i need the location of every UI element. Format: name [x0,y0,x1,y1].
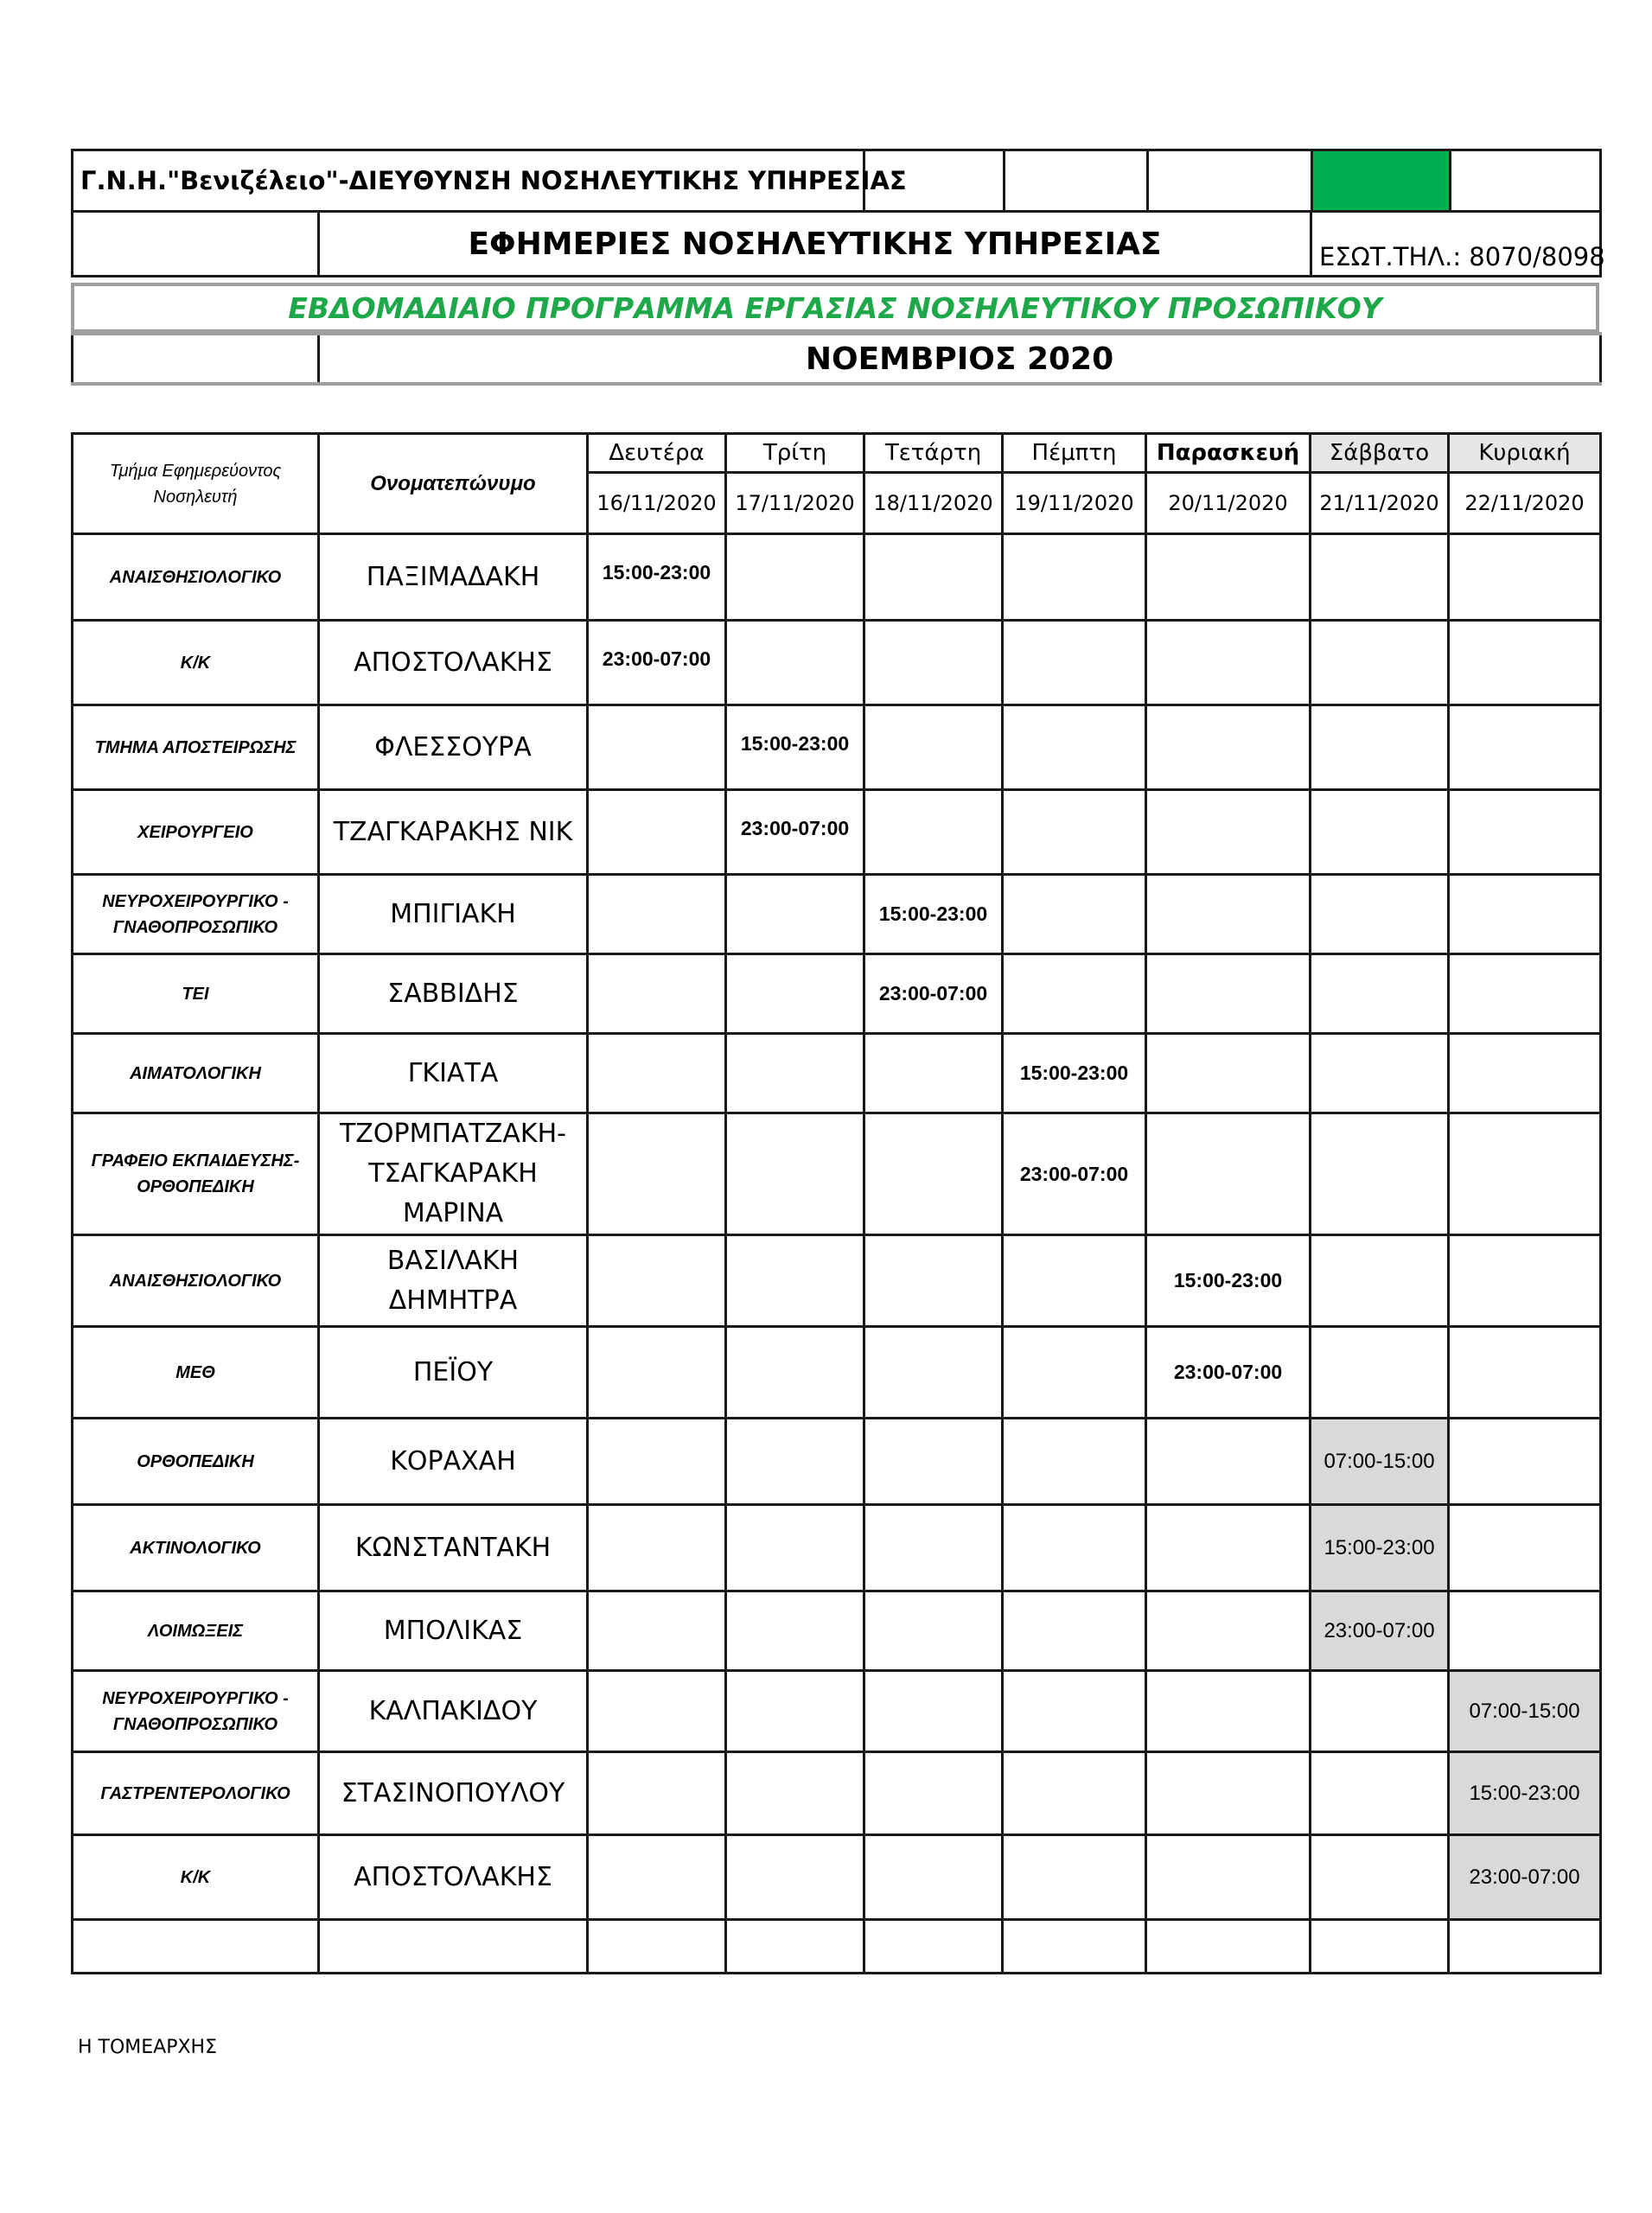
date-header: 22/11/2020 [1449,473,1601,534]
empty-cell [1449,705,1601,790]
header-month-table [71,332,1602,386]
day-header: Κυριακή [1449,434,1601,473]
table-row [73,1752,1601,1835]
empty-cell [1146,1591,1311,1671]
shift-cell: 15:00-23:00 [864,875,1003,954]
shift-cell: 15:00-23:00 [1449,1752,1601,1835]
dept-cell: ΧΕΙΡΟΥΡΓΕΙΟ [73,790,319,875]
header-empty-cell [1148,150,1312,212]
date-header: 16/11/2020 [588,473,726,534]
date-header: 17/11/2020 [726,473,864,534]
shift-cell: 23:00-07:00 [726,790,864,875]
shift-cell: 23:00-07:00 [588,621,726,705]
empty-cell [1449,1591,1601,1671]
header-empty-cell [1451,150,1601,212]
dept-cell: ΓΡΑΦΕΙΟ ΕΚΠΑΙΔΕΥΣΗΣ-ΟΡΘΟΠΕΔΙΚΗ [73,1113,319,1235]
shift-cell: 07:00-15:00 [1311,1419,1449,1505]
empty-cell [1146,534,1311,621]
empty-cell [1311,790,1449,875]
empty-cell [726,1752,864,1835]
empty-cell [864,1752,1003,1835]
empty-cell [1311,1835,1449,1920]
empty-cell [1146,1835,1311,1920]
header-empty-cell [73,212,319,277]
table-row [73,1419,1601,1505]
empty-cell [588,1034,726,1113]
dept-cell: ΤΜΗΜΑ ΑΠΟΣΤΕΙΡΩΣΗΣ [73,705,319,790]
page-subtitle: ΕΒΔΟΜΑΔΙΑΙΟ ΠΡΟΓΡΑΜΜΑ ΕΡΓΑΣΙΑΣ ΝΟΣΗΛΕΥΤΙΚΟΥ ΠΡΟΣΩΠΙΚΟΥ [73,284,1598,331]
empty-cell [864,1920,1003,1974]
empty-cell [1003,1419,1146,1505]
empty-cell [726,1505,864,1591]
day-header: Τετάρτη [864,434,1003,473]
table-row [73,621,1601,705]
empty-cell [1003,1920,1146,1974]
empty-cell [1003,875,1146,954]
empty-cell [588,1752,726,1835]
empty-cell [1449,1920,1601,1974]
page-title: ΕΦΗΜΕΡΙΕΣ ΝΟΣΗΛΕΥΤΙΚΗΣ ΥΠΗΡΕΣΙΑΣ [319,212,1311,277]
empty-cell [1311,534,1449,621]
empty-cell [588,790,726,875]
empty-cell [73,1920,319,1974]
empty-cell [1449,1505,1601,1591]
empty-cell [726,1327,864,1419]
dept-cell: ΟΡΘΟΠΕΔΙΚΗ [73,1419,319,1505]
dept-column-header: Τμήμα Εφημερεύοντος Νοσηλευτή [73,434,319,534]
header-subtitle-table [71,283,1599,333]
name-cell: ΓΚΙΑΤΑ [319,1034,588,1113]
empty-cell [319,1920,588,1974]
empty-cell [1449,1235,1601,1327]
date-header: 20/11/2020 [1146,473,1311,534]
empty-cell [588,1505,726,1591]
header-empty-cell [73,334,319,384]
empty-cell [726,1671,864,1752]
empty-cell [726,875,864,954]
empty-cell [1146,1920,1311,1974]
shift-cell: 23:00-07:00 [864,954,1003,1034]
empty-cell [864,1671,1003,1752]
day-header: Δευτέρα [588,434,726,473]
header-empty-cell [1005,150,1148,212]
empty-cell [1003,1835,1146,1920]
empty-cell [864,534,1003,621]
table-row [73,790,1601,875]
empty-cell [726,621,864,705]
schedule-table [71,432,1602,1974]
empty-cell [588,1419,726,1505]
empty-cell [1003,1505,1146,1591]
dept-cell: Κ/Κ [73,1835,319,1920]
empty-cell [726,1591,864,1671]
empty-cell [588,1835,726,1920]
phone-extension: ΕΣΩΤ.ΤΗΛ.: 8070/8098 [1311,212,1601,277]
empty-cell [1003,954,1146,1034]
date-header: 21/11/2020 [1311,473,1449,534]
empty-cell [1003,790,1146,875]
empty-cell [726,1034,864,1113]
empty-cell [1311,1671,1449,1752]
name-cell: ΣΤΑΣΙΝΟΠΟΥΛΟΥ [319,1752,588,1835]
empty-cell [864,705,1003,790]
shift-cell: 07:00-15:00 [1449,1671,1601,1752]
empty-cell [588,1327,726,1419]
name-cell: ΚΟΡΑΧΑΗ [319,1419,588,1505]
empty-cell [1146,875,1311,954]
empty-cell [864,1835,1003,1920]
empty-cell [1146,1671,1311,1752]
name-cell: ΚΑΛΠΑΚΙΔΟΥ [319,1671,588,1752]
empty-cell [588,1920,726,1974]
empty-cell [1449,790,1601,875]
table-row [73,1327,1601,1419]
table-row [73,1034,1601,1113]
empty-cell [1311,1034,1449,1113]
empty-cell [1449,1419,1601,1505]
empty-cell [1311,621,1449,705]
empty-cell [1146,1419,1311,1505]
shift-cell: 15:00-23:00 [588,534,726,621]
empty-cell [588,954,726,1034]
month-label: ΝΟΕΜΒΡΙΟΣ 2020 [319,334,1601,384]
dept-cell: ΑΚΤΙΝΟΛΟΓΙΚΟ [73,1505,319,1591]
day-header: Σάββατο [1311,434,1449,473]
empty-cell [1311,1752,1449,1835]
organization-name: Γ.Ν.Η."Βενιζέλειο"-ΔΙΕΥΘΥΝΣΗ ΝΟΣΗΛΕΥΤΙΚΗΣ ΥΠΗΡΕΣΙΑΣ [73,150,864,212]
green-status-cell [1312,150,1451,212]
empty-cell [588,875,726,954]
name-cell: ΠΕΪΟΥ [319,1327,588,1419]
name-cell: ΜΠΟΛΙΚΑΣ [319,1591,588,1671]
empty-cell [1449,875,1601,954]
name-cell: ΤΖΑΓΚΑΡΑΚΗΣ ΝΙΚ [319,790,588,875]
empty-cell [1311,705,1449,790]
shift-cell: 23:00-07:00 [1449,1835,1601,1920]
empty-cell [1146,1113,1311,1235]
day-header: Παρασκευή [1146,434,1311,473]
table-row [73,1835,1601,1920]
shift-cell: 15:00-23:00 [1146,1235,1311,1327]
table-row [73,1671,1601,1752]
header-title-table [71,210,1605,277]
name-cell: ΑΠΟΣΤΟΛΑΚΗΣ [319,1835,588,1920]
name-cell: ΒΑΣΙΛΑΚΗ ΔΗΜΗΤΡΑ [319,1235,588,1327]
empty-cell [864,1327,1003,1419]
empty-cell [864,1034,1003,1113]
dept-cell: ΝΕΥΡΟΧΕΙΡΟΥΡΓΙΚΟ - ΓΝΑΘΟΠΡΟΣΩΠΙΚΟ [73,875,319,954]
empty-cell [1449,534,1601,621]
empty-cell [588,1113,726,1235]
empty-cell [1146,954,1311,1034]
table-row [73,954,1601,1034]
dept-cell: ΑΙΜΑΤΟΛΟΓΙΚΗ [73,1034,319,1113]
name-cell: ΚΩΝΣΤΑΝΤΑΚΗ [319,1505,588,1591]
empty-cell [864,1505,1003,1591]
empty-cell [864,621,1003,705]
table-row [73,1505,1601,1591]
empty-cell [864,1419,1003,1505]
header-table [71,149,1602,213]
table-row [73,1920,1601,1974]
empty-cell [1003,705,1146,790]
dept-cell: ΑΝΑΙΣΘΗΣΙΟΛΟΓΙΚΟ [73,534,319,621]
name-cell: ΜΠΙΓΙΑΚΗ [319,875,588,954]
empty-cell [726,1835,864,1920]
empty-cell [588,1671,726,1752]
empty-cell [1146,705,1311,790]
dept-cell: ΜΕΘ [73,1327,319,1419]
empty-cell [1146,1505,1311,1591]
empty-cell [1146,621,1311,705]
empty-cell [588,1235,726,1327]
empty-cell [1311,954,1449,1034]
empty-cell [864,1591,1003,1671]
dept-cell: ΓΑΣΤΡΕΝΤΕΡΟΛΟΓΙΚΟ [73,1752,319,1835]
day-header: Τρίτη [726,434,864,473]
table-row [73,1235,1601,1327]
empty-cell [1003,534,1146,621]
empty-cell [726,954,864,1034]
dept-cell: ΤΕΙ [73,954,319,1034]
table-row [73,705,1601,790]
date-header: 18/11/2020 [864,473,1003,534]
empty-cell [1311,1235,1449,1327]
empty-cell [1311,875,1449,954]
day-header: Πέμπτη [1003,434,1146,473]
shift-cell: 15:00-23:00 [1311,1505,1449,1591]
dept-cell: Κ/Κ [73,621,319,705]
table-row [73,1113,1601,1235]
name-column-header: Ονοματεπώνυμο [319,434,588,534]
shift-cell: 23:00-07:00 [1003,1113,1146,1235]
dept-cell: ΝΕΥΡΟΧΕΙΡΟΥΡΓΙΚΟ - ΓΝΑΘΟΠΡΟΣΩΠΙΚΟ [73,1671,319,1752]
empty-cell [726,1419,864,1505]
empty-cell [726,1235,864,1327]
signature-label: Η ΤΟΜΕΑΡΧΗΣ [78,2037,218,2058]
table-row [73,875,1601,954]
empty-cell [1311,1920,1449,1974]
empty-cell [1146,1034,1311,1113]
empty-cell [726,534,864,621]
shift-cell: 15:00-23:00 [726,705,864,790]
empty-cell [864,1235,1003,1327]
table-row [73,1591,1601,1671]
name-cell: ΦΛΕΣΣΟΥΡΑ [319,705,588,790]
empty-cell [1449,1327,1601,1419]
empty-cell [726,1113,864,1235]
empty-cell [588,705,726,790]
empty-cell [1003,1671,1146,1752]
empty-cell [1146,790,1311,875]
empty-cell [1311,1113,1449,1235]
table-row [73,534,1601,621]
name-cell: ΣΑΒΒΙΔΗΣ [319,954,588,1034]
empty-cell [1311,1327,1449,1419]
shift-cell: 15:00-23:00 [1003,1034,1146,1113]
empty-cell [1449,1034,1601,1113]
shift-cell: 23:00-07:00 [1146,1327,1311,1419]
empty-cell [864,1113,1003,1235]
name-cell: ΤΖΟΡΜΠΑΤΖΑΚΗ-ΤΣΑΓΚΑΡΑΚΗ ΜΑΡΙΝΑ [319,1113,588,1235]
empty-cell [1003,1235,1146,1327]
empty-cell [1003,1327,1146,1419]
dept-cell: ΛΟΙΜΩΞΕΙΣ [73,1591,319,1671]
name-cell: ΑΠΟΣΤΟΛΑΚΗΣ [319,621,588,705]
empty-cell [1449,621,1601,705]
empty-cell [1003,621,1146,705]
empty-cell [1449,1113,1601,1235]
date-header: 19/11/2020 [1003,473,1146,534]
empty-cell [1003,1752,1146,1835]
empty-cell [1146,1752,1311,1835]
dept-cell: ΑΝΑΙΣΘΗΣΙΟΛΟΓΙΚΟ [73,1235,319,1327]
empty-cell [1003,1591,1146,1671]
shift-cell: 23:00-07:00 [1311,1591,1449,1671]
empty-cell [864,790,1003,875]
empty-cell [726,1920,864,1974]
name-cell: ΠΑΞΙΜΑΔΑΚΗ [319,534,588,621]
empty-cell [588,1591,726,1671]
empty-cell [1449,954,1601,1034]
